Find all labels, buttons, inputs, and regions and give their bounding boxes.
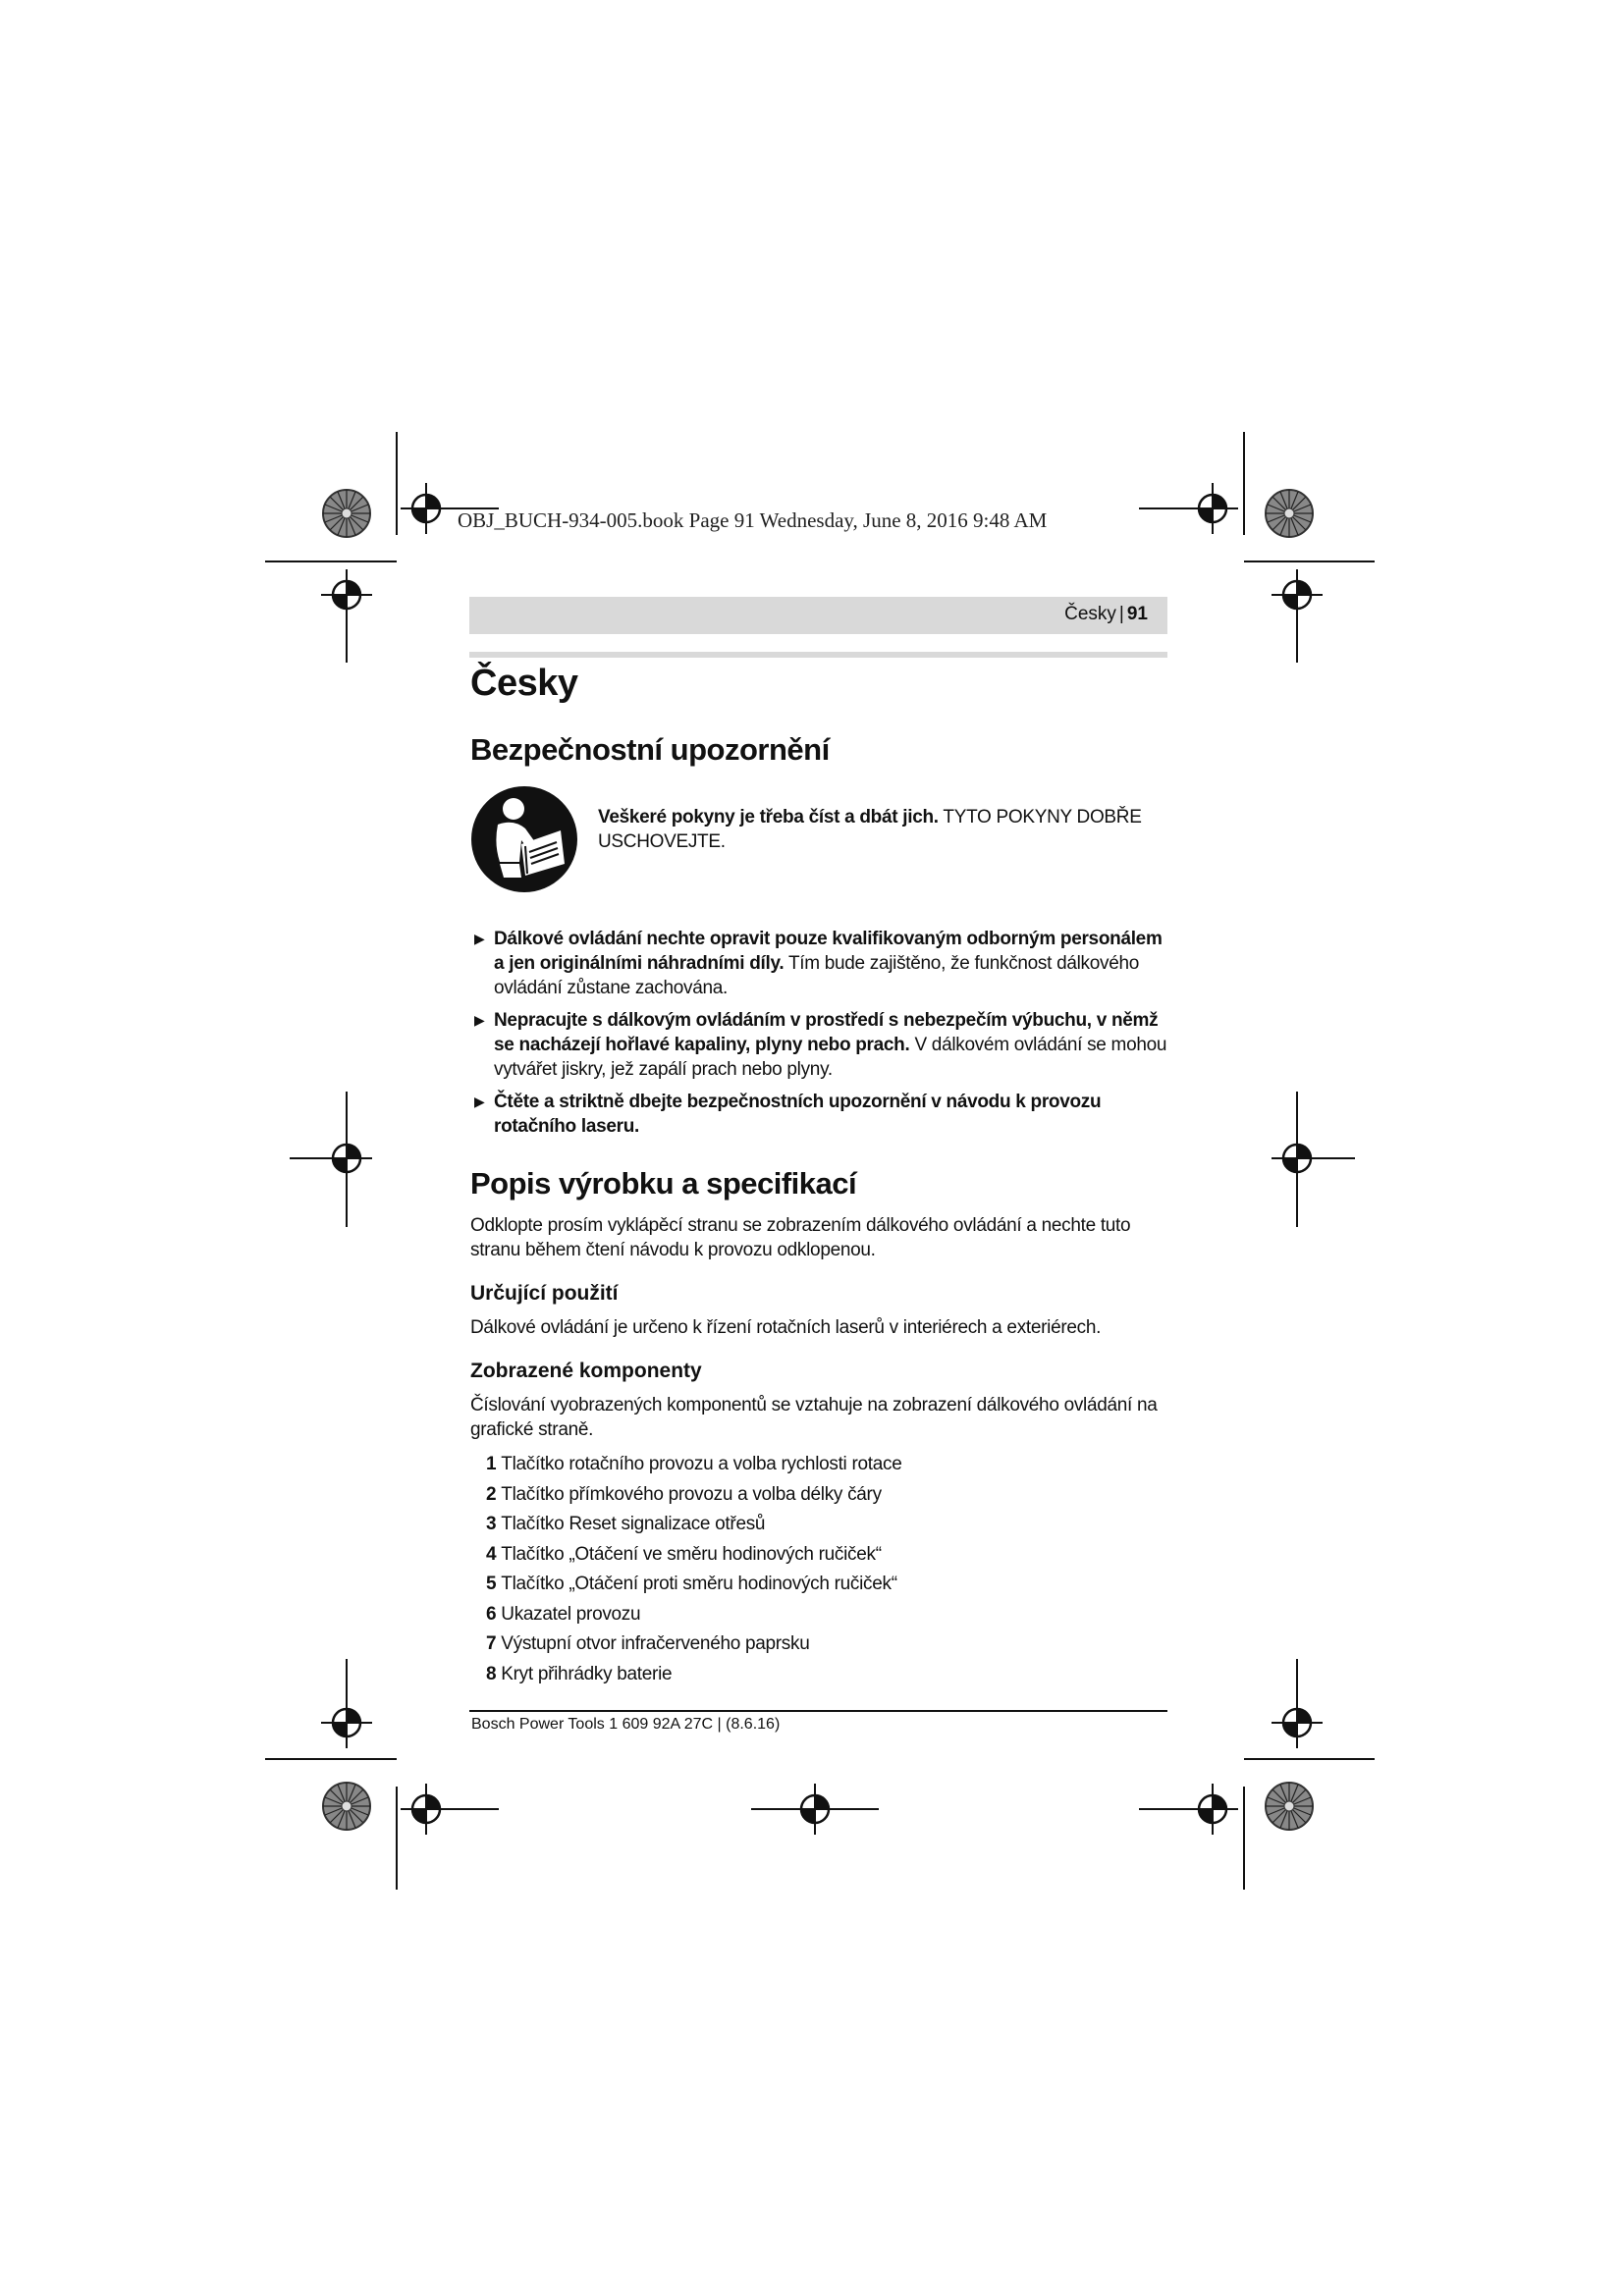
- component-label: Tlačítko „Otáčení ve směru hodinových ručiček“: [501, 1543, 882, 1565]
- language-title: Česky: [470, 663, 578, 704]
- running-head-band: [469, 597, 1167, 634]
- component-label: Tlačítko rotačního provozu a volba rychlosti rotace: [501, 1454, 902, 1474]
- components-list: [470, 1450, 1169, 1689]
- component-number: 7: [486, 1633, 497, 1654]
- footer-rule: [469, 1710, 1167, 1712]
- component-item: [486, 1660, 1169, 1690]
- component-number: 1: [486, 1454, 497, 1474]
- components-heading: Zobrazené komponenty: [470, 1360, 702, 1382]
- safety-bullet: [470, 1008, 1169, 1082]
- safety-notice: [470, 785, 1169, 893]
- running-head-language: Česky: [1064, 604, 1116, 624]
- component-label: Výstupní otvor infračerveného paprsku: [501, 1633, 810, 1654]
- notice-bold: Veškeré pokyny je třeba číst a dbát jich.: [598, 807, 939, 828]
- page-footer: Bosch Power Tools 1 609 92A 27C | (8.6.16): [471, 1716, 781, 1733]
- description-heading: Popis výrobku a specifikací: [470, 1166, 857, 1201]
- safety-bullet-bold: Dálkové ovládání nechte opravit pouze kvalifikovaným odborným personálem a jen originálními náhradními díly.: [494, 929, 1163, 974]
- component-label: Tlačítko Reset signalizace otřesů: [501, 1514, 766, 1534]
- component-number: 2: [486, 1483, 497, 1505]
- component-item: [486, 1510, 1169, 1540]
- component-label: Ukazatel provozu: [501, 1603, 641, 1625]
- page-content: [470, 660, 1169, 1689]
- bullet-arrow-icon: ▶: [474, 1012, 485, 1028]
- component-item: [486, 1600, 1169, 1630]
- component-item: [486, 1629, 1169, 1660]
- components-intro: Číslování vyobrazených komponentů se vztahuje na zobrazení dálkového ovládání na grafické straně.: [470, 1395, 1158, 1440]
- description-intro: Odklopte prosím vyklápěcí stranu se zobrazením dálkového ovládání a nechte tuto stranu během čtení návodu k provozu odklopenou.: [470, 1215, 1131, 1260]
- running-head-separator: |: [1118, 604, 1124, 624]
- use-text: Dálkové ovládání je určeno k řízení rotačních laserů v interiérech a exteriérech.: [470, 1317, 1102, 1338]
- bullet-arrow-icon: ▶: [474, 1094, 485, 1109]
- component-item: [486, 1570, 1169, 1600]
- component-item: [486, 1450, 1169, 1480]
- component-item: [486, 1540, 1169, 1571]
- safety-bullet: [470, 927, 1169, 1000]
- print-header: OBJ_BUCH-934-005.book Page 91 Wednesday, June 8, 2016 9:48 AM: [458, 508, 1048, 532]
- safety-bullet-bold: Nepracujte s dálkovým ovládáním v prostředí s nebezpečím výbuchu, v němž se nacházejí hořlavé kapaliny, plyny nebo prach.: [494, 1010, 1159, 1055]
- component-number: 3: [486, 1514, 497, 1534]
- use-heading: Určující použití: [470, 1282, 619, 1305]
- notice-rest: TYTO POKYNY DOBŘE USCHOVEJTE.: [598, 807, 1142, 852]
- safety-bullet-text: V dálkovém ovládání se mohou vytvářet jiskry, jež zapálí prach nebo plyny.: [494, 1035, 1167, 1080]
- component-label: Tlačítko přímkového provozu a volba délky čáry: [501, 1483, 882, 1505]
- page-number: 91: [1126, 604, 1148, 624]
- component-label: Tlačítko „Otáčení proti směru hodinových ručiček“: [501, 1574, 897, 1594]
- component-label: Kryt přihrádky baterie: [501, 1663, 673, 1684]
- component-item: [486, 1480, 1169, 1511]
- safety-notice-text: [598, 805, 1169, 893]
- component-number: 8: [486, 1663, 497, 1684]
- safety-heading: Bezpečnostní upozornění: [470, 732, 830, 767]
- read-manual-icon: [470, 785, 578, 893]
- component-number: 6: [486, 1603, 497, 1625]
- safety-bullet: [470, 1090, 1169, 1139]
- component-number: 5: [486, 1574, 497, 1594]
- component-number: 4: [486, 1543, 497, 1565]
- running-head: [1064, 604, 1148, 625]
- safety-bullets: [470, 927, 1169, 1139]
- bullet-arrow-icon: ▶: [474, 931, 485, 946]
- safety-bullet-text: Tím bude zajištěno, že funkčnost dálkového ovládání zůstane zachována.: [494, 953, 1140, 998]
- band-rule: [469, 652, 1167, 658]
- safety-bullet-bold: Čtěte a striktně dbejte bezpečnostních upozornění v návodu k provozu rotačního laseru.: [494, 1092, 1102, 1137]
